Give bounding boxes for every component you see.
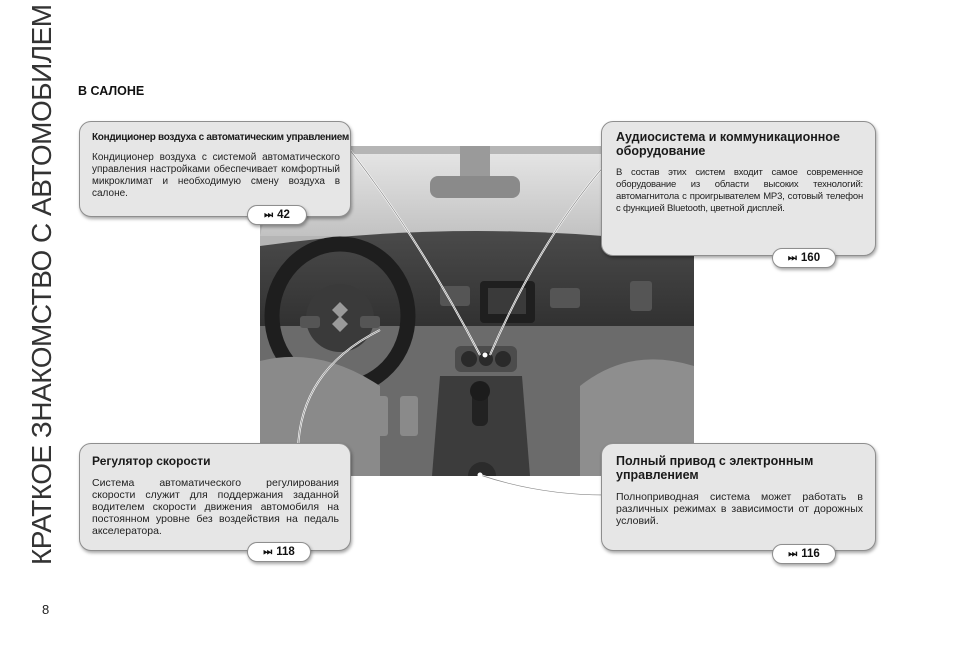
page-ref-116[interactable] [772, 544, 836, 564]
callout-title: Аудиосистема и коммуникационное оборудование [616, 130, 840, 158]
next-track-icon: ⏭ [264, 209, 274, 221]
callout-title: Регулятор скорости [92, 454, 211, 468]
callout-text: Полноприводная система может работать в различных режимах в зависимости от дорожных условий. [616, 491, 863, 527]
page-ref-number: 116 [801, 548, 820, 560]
callout-title: Кондиционер воздуха с автоматическим управлением [92, 132, 349, 143]
side-chapter-title: КРАТКОЕ ЗНАКОМСТВО С АВТОМОБИЛЕМ [26, 4, 57, 565]
callout-title: Полный привод с электронным управлением [616, 454, 814, 482]
page-ref-160[interactable] [772, 248, 836, 268]
callout-audio-system [601, 121, 876, 256]
page-ref-118[interactable] [247, 542, 311, 562]
page-number: 8 [42, 602, 50, 617]
page-ref-42[interactable] [247, 205, 307, 225]
next-track-icon: ⏭ [788, 548, 798, 560]
page-ref-number: 118 [276, 546, 295, 558]
page-ref-number: 42 [277, 209, 290, 221]
callout-all-wheel-drive [601, 443, 876, 551]
callout-text: Кондиционер воздуха с системой автоматического управления настройками обеспечивает комфортный микроклимат и необходимую смену воздуха в салоне. [92, 152, 340, 199]
callout-air-conditioning [79, 121, 351, 217]
next-track-icon: ⏭ [263, 546, 273, 558]
callout-text: Система автоматического регулирования скорости служит для поддержания заданной водителем скорости движения автомобиля на постоянном уровне без воздействия на педаль акселератора. [92, 477, 339, 537]
page-ref-number: 160 [800, 252, 821, 264]
next-track-icon: ⏭ [787, 252, 797, 264]
callout-text: В состав этих систем входит самое современное оборудование из области высоких технологий: автомагнитола с проигрывателем MP3, сотовый телефон с функцией Bluetooth, цветной дисплей. [616, 167, 863, 214]
callout-cruise-control [79, 443, 351, 551]
section-title: В САЛОНЕ [78, 84, 145, 98]
